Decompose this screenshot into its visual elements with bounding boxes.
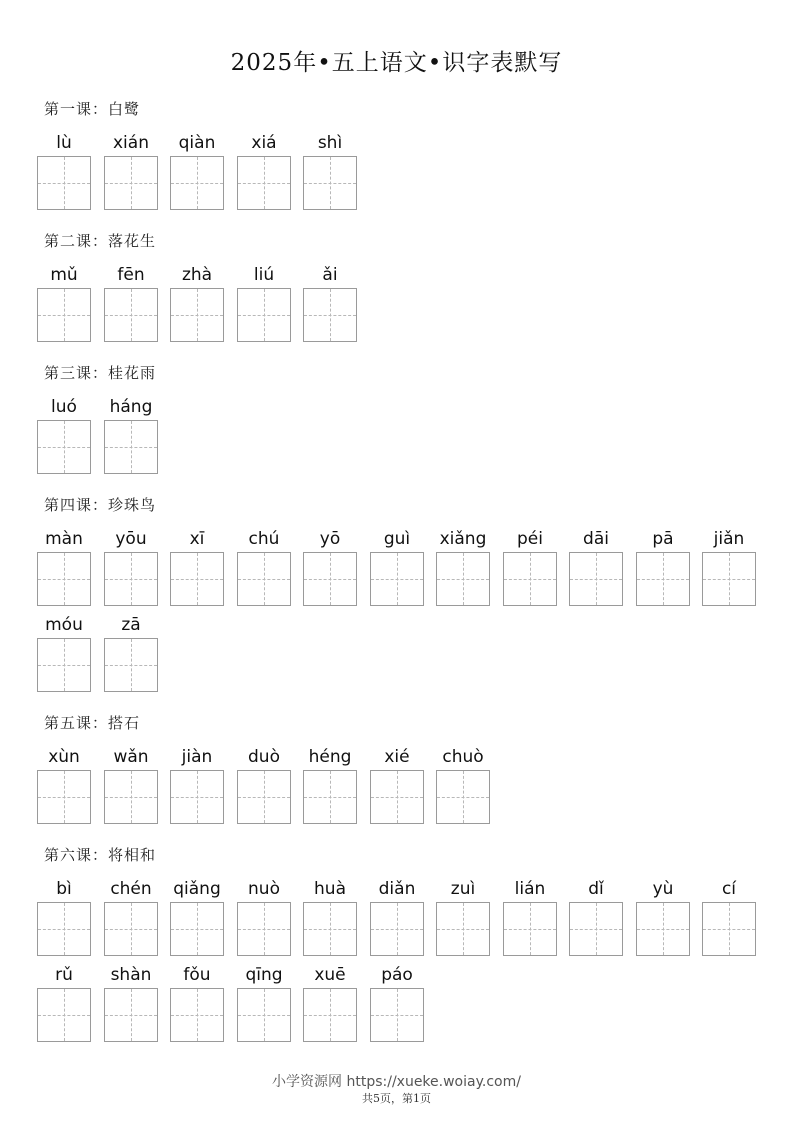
character-cell	[303, 264, 357, 354]
pinyin-label: qiǎng	[173, 879, 221, 899]
pinyin-label: guì	[383, 529, 411, 549]
pinyin-label: jiǎn	[713, 529, 745, 549]
character-cell	[170, 132, 224, 222]
page-title: 2025年•五上语文•识字表默写	[230, 50, 563, 76]
character-row	[37, 132, 757, 222]
writing-grid-box[interactable]	[303, 552, 357, 606]
character-row	[37, 396, 757, 486]
writing-grid-box[interactable]	[237, 902, 291, 956]
pinyin-label: liú	[253, 265, 275, 285]
writing-grid-box[interactable]	[503, 902, 557, 956]
writing-grid-box[interactable]	[37, 288, 91, 342]
writing-grid-box[interactable]	[170, 902, 224, 956]
character-cell	[237, 264, 291, 354]
writing-grid-box[interactable]	[636, 902, 690, 956]
writing-grid-box[interactable]	[237, 288, 291, 342]
writing-grid-box[interactable]	[104, 156, 158, 210]
character-row	[37, 746, 757, 836]
pinyin-label: zā	[121, 615, 141, 635]
writing-grid-box[interactable]	[37, 988, 91, 1042]
character-cell	[37, 964, 91, 1054]
character-cell	[104, 264, 158, 354]
pinyin-label: nuò	[248, 879, 280, 899]
writing-grid-box[interactable]	[104, 552, 158, 606]
writing-grid-box[interactable]	[37, 420, 91, 474]
character-cell	[37, 878, 91, 968]
character-cell	[170, 964, 224, 1054]
character-row	[37, 878, 757, 968]
pinyin-label: rǔ	[55, 965, 73, 985]
writing-grid-box[interactable]	[303, 288, 357, 342]
pinyin-label: huà	[314, 879, 346, 899]
character-row	[37, 964, 757, 1054]
writing-grid-box[interactable]	[104, 988, 158, 1042]
pinyin-label: mǔ	[50, 265, 78, 285]
lesson-title: 第六课：将相和	[44, 846, 157, 864]
character-cell	[104, 396, 158, 486]
character-cell	[37, 396, 91, 486]
writing-grid-box[interactable]	[303, 902, 357, 956]
pinyin-label: chú	[248, 529, 280, 549]
writing-grid-box[interactable]	[237, 988, 291, 1042]
writing-grid-box[interactable]	[37, 770, 91, 824]
writing-grid-box[interactable]	[436, 552, 490, 606]
pinyin-label: chuò	[442, 747, 484, 767]
character-cell	[370, 878, 424, 968]
writing-grid-box[interactable]	[237, 552, 291, 606]
footer-site-link[interactable]: 小学资源网 https://xueke.woiay.com/	[272, 1074, 521, 1090]
writing-grid-box[interactable]	[104, 420, 158, 474]
writing-grid-box[interactable]	[436, 770, 490, 824]
writing-grid-box[interactable]	[702, 552, 756, 606]
character-cell	[170, 528, 224, 618]
pinyin-label: fēn	[117, 265, 145, 285]
pinyin-label: héng	[308, 747, 352, 767]
pinyin-label: zuì	[450, 879, 476, 899]
pinyin-label: xuē	[314, 965, 346, 985]
pinyin-label: xī	[189, 529, 205, 549]
pinyin-label: dāi	[583, 529, 609, 549]
character-cell	[303, 528, 357, 618]
writing-grid-box[interactable]	[503, 552, 557, 606]
pinyin-label: péi	[517, 529, 543, 549]
pinyin-label: diǎn	[378, 879, 416, 899]
writing-grid-box[interactable]	[370, 552, 424, 606]
pinyin-label: xiǎng	[439, 529, 487, 549]
pinyin-label: xùn	[48, 747, 80, 767]
pinyin-label: qīng	[245, 965, 283, 985]
writing-grid-box[interactable]	[702, 902, 756, 956]
character-cell	[237, 878, 291, 968]
pinyin-label: lù	[56, 133, 72, 153]
character-cell	[303, 746, 357, 836]
character-cell	[170, 264, 224, 354]
character-cell	[702, 878, 756, 968]
character-cell	[37, 614, 91, 704]
writing-grid-box[interactable]	[104, 770, 158, 824]
character-cell	[104, 132, 158, 222]
writing-grid-box[interactable]	[237, 156, 291, 210]
pinyin-label: dǐ	[588, 879, 604, 899]
pinyin-label: luó	[51, 397, 77, 417]
writing-grid-box[interactable]	[370, 770, 424, 824]
writing-grid-box[interactable]	[170, 552, 224, 606]
pinyin-label: wǎn	[113, 747, 149, 767]
character-cell	[104, 528, 158, 618]
pinyin-label: xián	[113, 133, 149, 153]
writing-grid-box[interactable]	[104, 288, 158, 342]
pinyin-label: duò	[248, 747, 280, 767]
writing-grid-box[interactable]	[569, 552, 623, 606]
character-cell	[104, 746, 158, 836]
writing-grid-box[interactable]	[303, 156, 357, 210]
writing-grid-box[interactable]	[237, 770, 291, 824]
pinyin-label: bì	[56, 879, 72, 899]
character-cell	[237, 964, 291, 1054]
pinyin-label: jiàn	[181, 747, 213, 767]
character-cell	[37, 264, 91, 354]
writing-grid-box[interactable]	[37, 902, 91, 956]
character-cell	[702, 528, 756, 618]
writing-grid-box[interactable]	[170, 988, 224, 1042]
pinyin-label: chén	[110, 879, 152, 899]
writing-grid-box[interactable]	[170, 288, 224, 342]
character-cell	[237, 528, 291, 618]
pinyin-label: yù	[652, 879, 674, 899]
character-cell	[370, 746, 424, 836]
writing-grid-box[interactable]	[37, 156, 91, 210]
writing-grid-box[interactable]	[436, 902, 490, 956]
character-row	[37, 264, 757, 354]
writing-grid-box[interactable]	[104, 902, 158, 956]
pinyin-label: xiá	[251, 133, 277, 153]
writing-grid-box[interactable]	[636, 552, 690, 606]
pinyin-label: ǎi	[322, 265, 338, 285]
character-cell	[370, 528, 424, 618]
writing-grid-box[interactable]	[37, 552, 91, 606]
pinyin-label: móu	[45, 615, 83, 635]
writing-grid-box[interactable]	[303, 988, 357, 1042]
character-cell	[636, 878, 690, 968]
lesson-title: 第五课：搭石	[44, 714, 141, 732]
pinyin-label: zhà	[181, 265, 213, 285]
character-cell	[436, 528, 490, 618]
character-cell	[636, 528, 690, 618]
pinyin-label: xié	[384, 747, 410, 767]
footer-page-number: 共5页，第1页	[362, 1092, 431, 1105]
pinyin-label: màn	[45, 529, 83, 549]
character-cell	[170, 746, 224, 836]
lesson-title: 第一课：白鹭	[44, 100, 141, 118]
writing-grid-box[interactable]	[104, 638, 158, 692]
writing-grid-box[interactable]	[569, 902, 623, 956]
pinyin-label: qiàn	[178, 133, 216, 153]
pinyin-label: yōu	[115, 529, 147, 549]
character-cell	[503, 528, 557, 618]
character-cell	[303, 964, 357, 1054]
character-cell	[569, 878, 623, 968]
pinyin-label: shì	[317, 133, 343, 153]
character-cell	[104, 964, 158, 1054]
character-cell	[37, 528, 91, 618]
character-cell	[370, 964, 424, 1054]
character-cell	[37, 746, 91, 836]
lesson-title: 第四课：珍珠鸟	[44, 496, 157, 514]
pinyin-label: fǒu	[183, 965, 211, 985]
pinyin-label: lián	[514, 879, 546, 899]
pinyin-label: cí	[721, 879, 737, 899]
character-row	[37, 528, 757, 618]
writing-grid-box[interactable]	[170, 770, 224, 824]
character-cell	[303, 132, 357, 222]
writing-grid-box[interactable]	[370, 988, 424, 1042]
character-cell	[569, 528, 623, 618]
character-cell	[436, 746, 490, 836]
character-cell	[104, 614, 158, 704]
character-cell	[37, 132, 91, 222]
character-cell	[237, 746, 291, 836]
character-cell	[237, 132, 291, 222]
writing-grid-box[interactable]	[170, 156, 224, 210]
character-cell	[503, 878, 557, 968]
character-cell	[436, 878, 490, 968]
writing-grid-box[interactable]	[303, 770, 357, 824]
pinyin-label: páo	[381, 965, 413, 985]
character-cell	[104, 878, 158, 968]
pinyin-label: pā	[652, 529, 674, 549]
character-cell	[303, 878, 357, 968]
writing-grid-box[interactable]	[370, 902, 424, 956]
character-cell	[170, 878, 224, 968]
character-row	[37, 614, 757, 704]
writing-grid-box[interactable]	[37, 638, 91, 692]
pinyin-label: yō	[319, 529, 341, 549]
lesson-title: 第三课：桂花雨	[44, 364, 157, 382]
pinyin-label: shàn	[110, 965, 152, 985]
pinyin-label: háng	[109, 397, 153, 417]
lesson-title: 第二课：落花生	[44, 232, 157, 250]
